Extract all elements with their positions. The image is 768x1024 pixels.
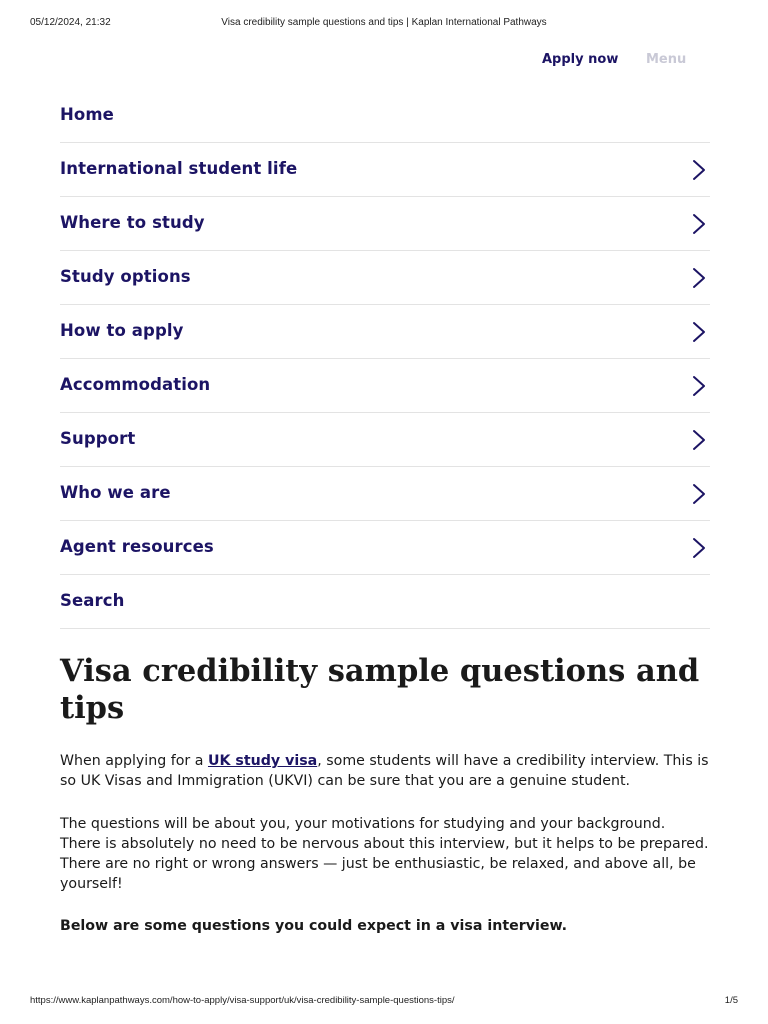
nav-item-where-to-study[interactable] — [60, 197, 710, 251]
nav-item-label: How to apply — [60, 321, 184, 340]
chevron-right-icon[interactable] — [692, 483, 706, 505]
print-document-title: Visa credibility sample questions and tips | Kaplan International Pathways — [221, 17, 547, 28]
print-header — [30, 17, 738, 31]
menu-button[interactable]: Menu — [646, 52, 687, 67]
print-datetime: 05/12/2024, 21:32 — [30, 17, 111, 28]
main-navigation — [60, 89, 710, 629]
uk-study-visa-link[interactable]: UK study visa — [207, 753, 318, 769]
chevron-right-icon[interactable] — [692, 537, 706, 559]
nav-item-label: Home — [60, 105, 114, 124]
chevron-right-icon[interactable] — [692, 429, 706, 451]
questions-lead-in: Below are some questions you could expect in a visa interview. — [60, 918, 568, 934]
print-footer — [30, 995, 738, 1009]
nav-item-label: International student life — [60, 159, 298, 178]
intro-paragraph — [60, 751, 710, 791]
nav-item-label: Who we are — [60, 483, 171, 502]
print-url: https://www.kaplanpathways.com/how-to-apply/visa-support/uk/visa-credibility-sample-questions-tips/ — [30, 995, 455, 1006]
nav-item-search[interactable] — [60, 575, 710, 629]
questions-paragraph: The questions will be about you, your motivations for studying and your background. There is absolutely no need to be nervous about this interview, but it helps to be prepared. There are no right or wrong answers — just be enthusiastic, be relaxed, and above all, be yourself! — [60, 816, 709, 892]
print-page-number: 1/5 — [724, 995, 738, 1006]
intro-text-start: When applying for a — [60, 753, 208, 769]
page-title: Visa credibility sample questions and tips — [60, 653, 700, 726]
nav-item-support[interactable] — [60, 413, 710, 467]
nav-item-study-options[interactable] — [60, 251, 710, 305]
top-bar — [0, 52, 768, 72]
nav-item-how-to-apply[interactable] — [60, 305, 710, 359]
nav-item-who-we-are[interactable] — [60, 467, 710, 521]
chevron-right-icon[interactable] — [692, 159, 706, 181]
nav-item-label: Search — [60, 591, 125, 610]
nav-item-label: Agent resources — [60, 537, 214, 556]
intro-text-end: , some students will have a credibility interview. This is so UK Visas and Immigration (UKVI) can be sure that you are a genuine student. — [60, 753, 709, 789]
nav-item-agent-resources[interactable] — [60, 521, 710, 575]
nav-item-home[interactable] — [60, 89, 710, 143]
chevron-right-icon[interactable] — [692, 267, 706, 289]
chevron-right-icon[interactable] — [692, 375, 706, 397]
apply-now-button[interactable]: Apply now — [542, 52, 619, 67]
chevron-right-icon[interactable] — [692, 213, 706, 235]
nav-item-label: Support — [60, 429, 136, 448]
nav-item-label: Study options — [60, 267, 191, 286]
nav-item-international-student-life[interactable] — [60, 143, 710, 197]
nav-item-label: Where to study — [60, 213, 205, 232]
chevron-right-icon[interactable] — [692, 321, 706, 343]
nav-item-accommodation[interactable] — [60, 359, 710, 413]
nav-item-label: Accommodation — [60, 375, 211, 394]
